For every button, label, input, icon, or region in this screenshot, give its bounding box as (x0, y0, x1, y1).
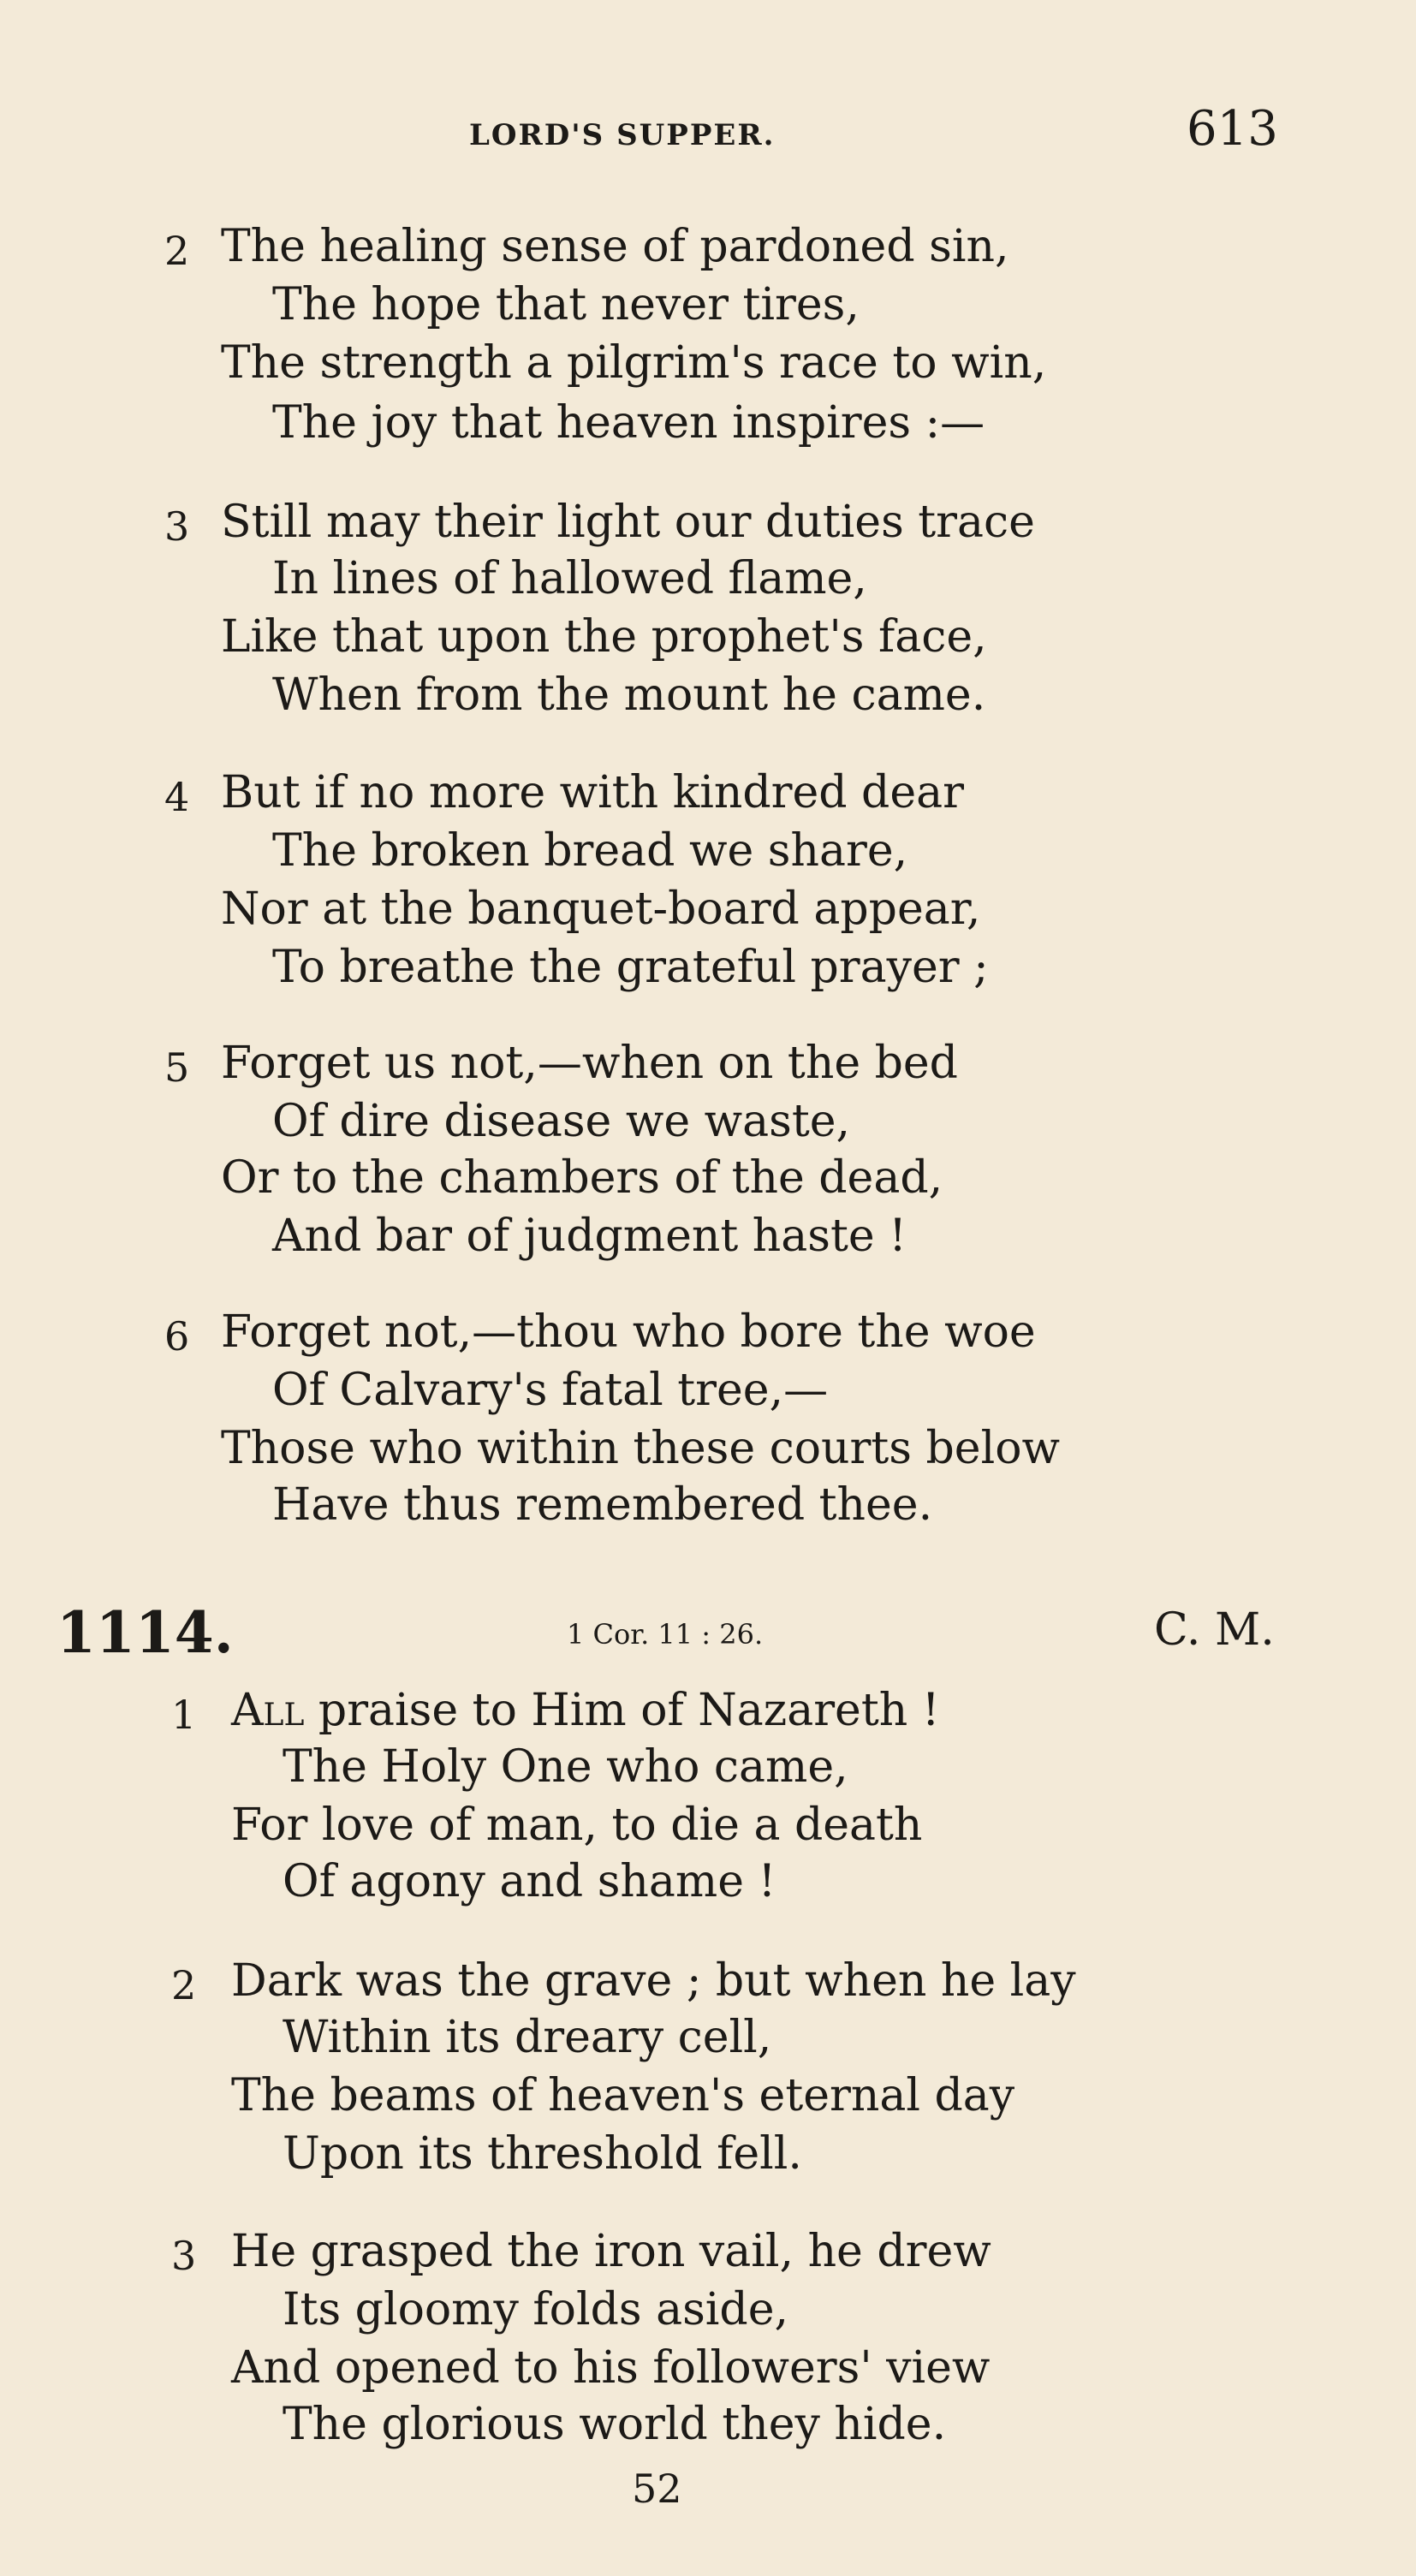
verse-line: Or to the chambers of the dead, (221, 1152, 943, 1204)
verse-line: The healing sense of pardoned sin, (221, 221, 1009, 272)
verse-line: The glorious world they hide. (283, 2399, 947, 2450)
verse-line: Of dire disease we waste, (272, 1096, 851, 1147)
verse-line: Have thus remembered thee. (272, 1479, 933, 1531)
verse-line: The Holy One who came, (283, 1741, 848, 1793)
verse-line: Those who within these courts below (221, 1423, 1061, 1474)
verse-line: And bar of judgment haste ! (272, 1211, 907, 1262)
first-word-caps: All (231, 1685, 305, 1736)
verse-line: Like that upon the prophet's face, (221, 611, 987, 663)
verse-line: For love of man, to die a death (231, 1800, 923, 1851)
verse-number: 2 (164, 228, 190, 274)
verse-number: 1 (171, 1692, 197, 1738)
verse-number: 2 (171, 1962, 197, 2008)
hymn-number: 1114. (57, 1599, 234, 1666)
verse-number: 3 (164, 503, 190, 550)
verse-line: He grasped the iron vail, he drew (231, 2226, 991, 2277)
verse-line: Dark was the grave ; but when he lay (231, 1955, 1076, 2007)
verse-line: The joy that heaven inspires :— (272, 397, 985, 449)
verse-number: 5 (164, 1044, 190, 1091)
verse-line: And opened to his followers' view (231, 2342, 991, 2394)
scripture-reference: 1 Cor. 11 : 26. (567, 1618, 764, 1651)
verse-line: Within its dreary cell, (283, 2012, 772, 2063)
verse-number: 3 (171, 2233, 197, 2279)
verse-line: Of agony and shame ! (283, 1856, 776, 1907)
verse-line: But if no more with kindred dear (221, 767, 964, 818)
verse-line: The hope that never tires, (272, 279, 860, 330)
verse-line-first (231, 1685, 940, 1736)
verse-line: In lines of hallowed flame, (272, 553, 867, 604)
verse-line: Forget not,—thou who bore the woe (221, 1306, 1036, 1358)
verse-line: Of Calvary's fatal tree,— (272, 1365, 829, 1416)
verse-line-rest: praise to Him of Nazareth ! (304, 1685, 940, 1736)
verse-line: The strength a pilgrim's race to win, (221, 337, 1047, 389)
verse-line: When from the mount he came. (272, 669, 986, 721)
verse-line: Forget us not,—when on the bed (221, 1038, 958, 1089)
verse-line: The beams of heaven's eternal day (231, 2070, 1015, 2121)
signature-mark: 52 (632, 2466, 682, 2512)
verse-line: The broken bread we share, (272, 825, 908, 877)
verse-line: To breathe the grateful prayer ; (272, 942, 989, 993)
verse-line: Upon its threshold fell. (283, 2128, 802, 2180)
page-number: 613 (1187, 101, 1278, 157)
verse-number: 4 (164, 774, 190, 820)
hymn-meter: C. M. (1154, 1604, 1275, 1656)
verse-line: Its gloomy folds aside, (283, 2284, 788, 2335)
verse-line: Still may their light our duties trace (221, 497, 1035, 548)
verse-number: 6 (164, 1313, 190, 1359)
running-header: LORD'S SUPPER. (469, 118, 776, 152)
verse-line: Nor at the banquet-board appear, (221, 883, 981, 935)
